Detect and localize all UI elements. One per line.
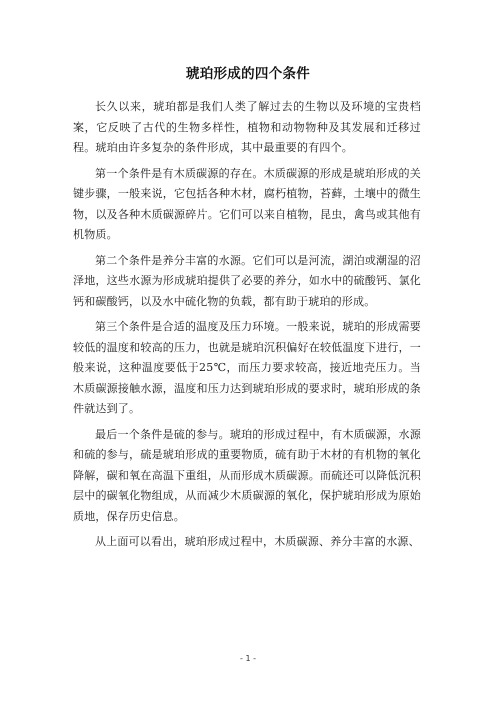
paragraph-condition-3: 第三个条件是合适的温度及压力环境。一般来说，琥珀的形成需要较低的温度和较高的压力，也就是琥珀沉积偏好在较低温度下进行，一般来说，这种温度要低于25℃，而压力要求较高，接近地壳压力。当木质碳源接触水源，温度和压力达到琥珀形成的要求时，琥珀形成的条件就达到了。 — [73, 320, 421, 415]
document-body — [73, 97, 421, 558]
paragraph-condition-4: 最后一个条件是硫的参与。琥珀的形成过程中，有木质碳源，水源和硫的参与，硫是琥珀形成的重要物质，硫有助于木材的有机物的氧化降解，碳和氧在高温下重组，从而形成木质碳源。而硫还可以降低沉积层中的碳氧化物组成，从而减少木质碳源的氧化，保护琥珀形成为原始质地，保存历史信息。 — [73, 427, 421, 523]
page-number: - 1 - — [240, 654, 256, 663]
paragraph-summary: 从上面可以看出，琥珀形成过程中，木质碳源、养分丰富的水源、 — [95, 535, 420, 548]
paragraph-condition-2: 第二个条件是养分丰富的水源。它们可以是河流，湖泊或潮湿的沼泽地，这些水源为形成琥珀提供了必要的养分，如水中的硫酸钙、氯化钙和碳酸钙，以及水中硫化物的负载，都有助于琥珀的形成。 — [73, 253, 421, 308]
paragraph-intro: 长久以来，琥珀都是我们人类了解过去的生物以及环境的宝贵档案，它反映了古代的生物多样性，植物和动物物种及其发展和迁移过程。琥珀由许多复杂的条件形成，其中最重要的有四个。 — [73, 100, 421, 154]
document-title: 琥珀形成的四个条件 — [185, 66, 311, 82]
paragraph-condition-1: 第一个条件是有木质碳源的存在。木质碳源的形成是琥珀形成的关键步骤，一般来说，它包括各种木材，腐朽植物，苔藓，土壤中的微生物，以及各种木质碳源碎片。它们可以来自植物，昆虫，禽鸟或其他有机物质。 — [73, 166, 421, 241]
